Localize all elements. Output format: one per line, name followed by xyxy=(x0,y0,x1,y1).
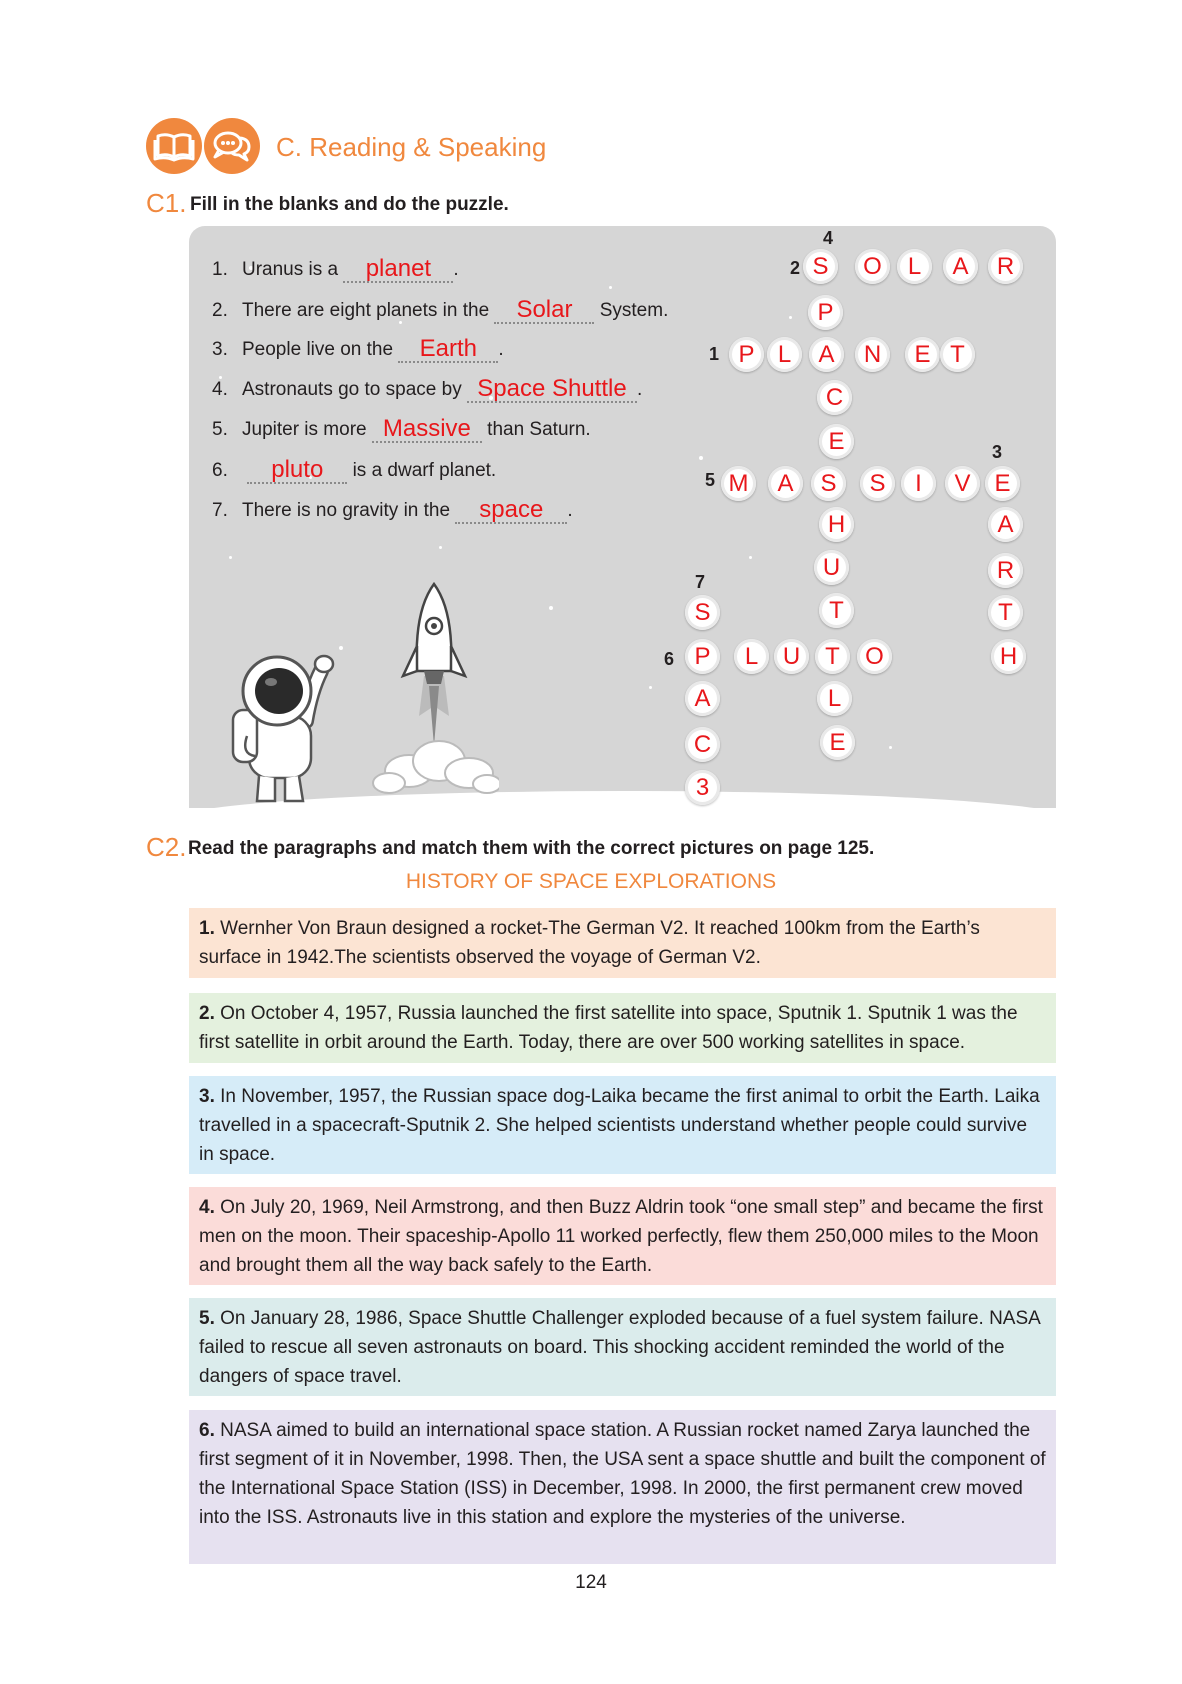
puzzle-cell[interactable]: T xyxy=(940,337,975,372)
open-book-icon xyxy=(146,118,202,174)
puzzle-cell[interactable]: L xyxy=(897,249,932,284)
puzzle-cell[interactable]: M xyxy=(721,466,756,501)
speech-bubble-icon xyxy=(204,118,260,174)
puzzle-cell[interactable]: E xyxy=(985,466,1020,501)
puzzle-number-7: 7 xyxy=(695,572,706,592)
puzzle-number-3: 3 xyxy=(992,442,1003,462)
paragraph-6: 6. NASA aimed to build an international space station. A Russian rocket named Zarya launched the first segment of it in November, 1998. Then, the USA sent a space shuttle and built the component of the International Space Station (ISS) in December, 1998. In 2000, the first permanent crew moved into the ISS. Astronauts live in this station and explore the mysteries of the universe. xyxy=(189,1410,1056,1564)
puzzle-cell[interactable]: A xyxy=(768,466,803,501)
clue-1: 1. Uranus is a planet . xyxy=(212,255,459,282)
question-number-c2: C2. xyxy=(146,832,187,862)
answer-blank[interactable]: pluto xyxy=(247,460,347,484)
puzzle-cell[interactable]: T xyxy=(819,593,854,628)
puzzle-cell[interactable]: H xyxy=(991,639,1026,674)
clue-7: 7. There is no gravity in the space . xyxy=(212,496,573,523)
paragraph-5: 5. On January 28, 1986, Space Shuttle Challenger exploded because of a fuel system failure. NASA failed to rescue all seven astronauts on board. This shocking accident reminded the world of the dangers of space travel. xyxy=(189,1298,1056,1396)
puzzle-cell[interactable]: L xyxy=(734,639,769,674)
answer-blank[interactable]: Solar xyxy=(494,300,594,324)
puzzle-cell[interactable]: C xyxy=(685,727,720,762)
paragraph-2: 2. On October 4, 1957, Russia launched the first satellite into space, Sputnik 1. Sputnik 1 was the first satellite in orbit around the Earth. Today, there are over 500 working satellites in space. xyxy=(189,993,1056,1063)
puzzle-cell[interactable]: V xyxy=(945,466,980,501)
puzzle-number-1: 1 xyxy=(709,344,720,364)
puzzle-cell[interactable]: T xyxy=(815,639,850,674)
clue-6: 6. pluto is a dwarf planet. xyxy=(212,456,497,483)
puzzle-cell[interactable]: L xyxy=(817,681,852,716)
puzzle-cell[interactable]: U xyxy=(774,639,809,674)
rocket-illustration xyxy=(369,576,499,806)
answer-blank[interactable]: Massive xyxy=(372,419,482,443)
puzzle-cell[interactable]: A xyxy=(809,337,844,372)
puzzle-cell[interactable]: P xyxy=(685,639,720,674)
puzzle-cell[interactable]: P xyxy=(729,337,764,372)
puzzle-cell[interactable]: I xyxy=(901,466,936,501)
puzzle-number-6: 6 xyxy=(664,649,675,669)
c2-instruction: Read the paragraphs and match them with the correct pictures on page 125. xyxy=(188,838,875,859)
astronaut-illustration xyxy=(211,636,361,806)
puzzle-number-5: 5 xyxy=(705,470,716,490)
paragraph-1: 1. Wernher Von Braun designed a rocket-The German V2. It reached 100km from the Earth’s surface in 1942.The scientists observed the voyage of German V2. xyxy=(189,908,1056,978)
page-number: 124 xyxy=(575,1572,607,1593)
puzzle-cell[interactable]: E xyxy=(820,725,855,760)
puzzle-cell[interactable]: N xyxy=(855,337,890,372)
answer-blank[interactable]: space xyxy=(455,500,567,524)
puzzle-cell[interactable]: A xyxy=(988,507,1023,542)
paragraph-3: 3. In November, 1957, the Russian space dog-Laika became the first animal to orbit the Earth. Laika travelled in a spacecraft-Sputnik 2. She helped scientists understand whether people could survive in space. xyxy=(189,1076,1056,1174)
puzzle-cell[interactable]: A xyxy=(685,681,720,716)
puzzle-cell[interactable]: R xyxy=(988,249,1023,284)
puzzle-cell[interactable]: E xyxy=(905,337,940,372)
clue-3: 3. People live on the Earth . xyxy=(212,335,504,362)
puzzle-cell[interactable]: 3 xyxy=(685,770,720,805)
puzzle-cell[interactable]: U xyxy=(814,550,849,585)
puzzle-cell[interactable]: O xyxy=(855,249,890,284)
clue-5: 5. Jupiter is more Massive than Saturn. xyxy=(212,415,591,442)
puzzle-cell[interactable]: S xyxy=(803,249,838,284)
clue-2: 2. There are eight planets in the Solar System. xyxy=(212,296,669,323)
puzzle-number-2: 2 xyxy=(790,258,801,278)
puzzle-cell[interactable]: H xyxy=(819,507,854,542)
puzzle-cell[interactable]: S xyxy=(811,466,846,501)
puzzle-cell[interactable]: A xyxy=(943,249,978,284)
puzzle-cell[interactable]: O xyxy=(857,639,892,674)
puzzle-number-4: 4 xyxy=(823,228,834,248)
answer-blank[interactable]: Earth xyxy=(398,339,498,363)
puzzle-cell[interactable]: S xyxy=(860,466,895,501)
puzzle-cell[interactable]: P xyxy=(808,295,843,330)
puzzle-cell[interactable]: R xyxy=(988,553,1023,588)
section-title: C. Reading & Speaking xyxy=(276,132,547,162)
answer-blank[interactable]: Space Shuttle xyxy=(467,379,637,403)
puzzle-cell[interactable]: S xyxy=(685,595,720,630)
answer-blank[interactable]: planet xyxy=(343,259,453,283)
puzzle-cell[interactable]: T xyxy=(988,595,1023,630)
puzzle-cell[interactable]: L xyxy=(767,337,802,372)
book-icon-badge xyxy=(146,118,202,174)
puzzle-cell[interactable]: C xyxy=(817,380,852,415)
puzzle-cell[interactable]: E xyxy=(819,424,854,459)
c1-instruction: Fill in the blanks and do the puzzle. xyxy=(190,194,509,215)
speech-icon-badge xyxy=(204,118,260,174)
story-title: HISTORY OF SPACE EXPLORATIONS xyxy=(405,870,777,893)
question-number-c1: C1. xyxy=(146,188,187,218)
paragraph-4: 4. On July 20, 1969, Neil Armstrong, and then Buzz Aldrin took “one small step” and became the first men on the moon. Their spaceship-Apollo 11 worked perfectly, flew them 250,000 miles to the Moon and brought them all the way back safely to the Earth. xyxy=(189,1187,1056,1285)
clue-4: 4. Astronauts go to space by Space Shuttle . xyxy=(212,375,643,402)
